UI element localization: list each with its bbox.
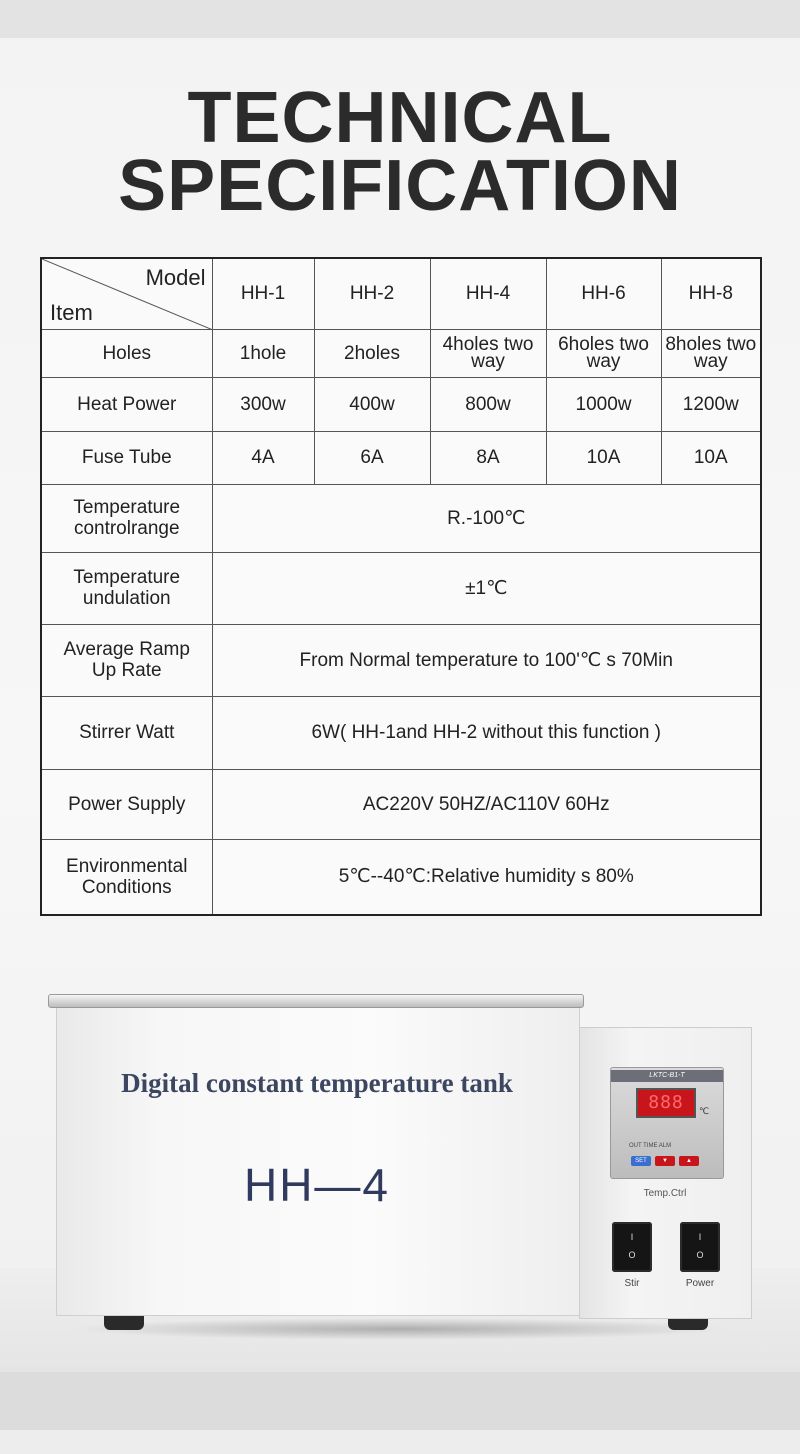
- set-button[interactable]: SET: [631, 1156, 651, 1166]
- stir-label: Stir: [624, 1278, 640, 1289]
- down-button[interactable]: ▼: [655, 1156, 675, 1166]
- floor-edge: [0, 1430, 800, 1454]
- table-row: [41, 839, 761, 915]
- row-label: Stirrer Watt: [41, 696, 212, 769]
- stir-switch[interactable]: [612, 1222, 652, 1272]
- table-cell: 4A: [212, 431, 314, 484]
- table-cell: 400w: [314, 377, 430, 431]
- row-label: Temperature undulation: [41, 552, 212, 624]
- corner-cell: [41, 258, 212, 329]
- table-cell: 6W( HH-1and HH-2 without this function ): [212, 696, 761, 769]
- product-model: HH—4: [243, 1159, 391, 1211]
- corner-item-label: Item: [50, 299, 93, 325]
- table-row: [41, 769, 761, 839]
- controller-buttons: [631, 1156, 703, 1174]
- product-foot: [104, 1314, 144, 1330]
- model-header: HH-6: [546, 258, 661, 329]
- product-shadow: [70, 1318, 730, 1340]
- table-row: [41, 624, 761, 696]
- row-label: Fuse Tube: [41, 431, 212, 484]
- power-switch[interactable]: [680, 1222, 720, 1272]
- switch-on-mark: I: [698, 1232, 702, 1242]
- row-label: Heat Power: [41, 377, 212, 431]
- table-cell: 8A: [430, 431, 546, 484]
- title-line-2: SPECIFICATION: [118, 146, 682, 226]
- table-cell: AC220V 50HZ/AC110V 60Hz: [212, 769, 761, 839]
- spec-table: [40, 257, 762, 916]
- table-row: [41, 377, 761, 431]
- table-cell: 1hole: [212, 329, 314, 377]
- switch-on-mark: I: [630, 1232, 634, 1242]
- table-cell: 10A: [546, 431, 661, 484]
- table-row: [41, 484, 761, 552]
- product-brand-text: Digital constant temperature tank: [121, 1068, 513, 1098]
- table-cell: R.-100℃: [212, 484, 761, 552]
- table-row: [41, 329, 761, 377]
- temperature-controller: [610, 1067, 724, 1179]
- switch-off-mark: O: [696, 1250, 704, 1260]
- row-label: Power Supply: [41, 769, 212, 839]
- table-row: [41, 431, 761, 484]
- model-header: HH-8: [661, 258, 761, 329]
- table-cell: From Normal temperature to 100'℃ s 70Min: [212, 624, 761, 696]
- controller-leds: OUT TIME ALM: [629, 1143, 672, 1149]
- table-cell: 800w: [430, 377, 546, 431]
- table-cell: 6holes two way: [546, 329, 661, 377]
- controller-header: LKTC-B1-T: [611, 1070, 723, 1082]
- table-cell: 5℃--40℃:Relative humidity s 80%: [212, 839, 761, 915]
- model-header: HH-1: [212, 258, 314, 329]
- table-cell: 1000w: [546, 377, 661, 431]
- table-cell: 8holes two way: [661, 329, 761, 377]
- switch-off-mark: O: [628, 1250, 636, 1260]
- controller-display: 888: [636, 1088, 696, 1118]
- table-cell: 10A: [661, 431, 761, 484]
- table-cell: 2holes: [314, 329, 430, 377]
- table-header-row: [41, 258, 761, 329]
- table-cell: ±1℃: [212, 552, 761, 624]
- controller-label: Temp.Ctrl: [643, 1188, 687, 1199]
- model-header: HH-4: [430, 258, 546, 329]
- table-row: [41, 696, 761, 769]
- model-header: HH-2: [314, 258, 430, 329]
- corner-model-label: Model: [145, 265, 206, 290]
- row-label: Temperature controlrange: [41, 484, 212, 552]
- table-cell: 6A: [314, 431, 430, 484]
- row-label: Holes: [41, 329, 212, 377]
- row-label: Average Ramp Up Rate: [41, 624, 212, 696]
- row-label: Environmental Conditions: [41, 839, 212, 915]
- table-row: [41, 552, 761, 624]
- table-cell: 300w: [212, 377, 314, 431]
- tank-lid: [48, 994, 584, 1008]
- table-cell: 1200w: [661, 377, 761, 431]
- up-button[interactable]: ▲: [679, 1156, 699, 1166]
- power-label: Power: [685, 1278, 715, 1289]
- controller-unit: ℃: [699, 1106, 710, 1116]
- table-cell: 4holes two way: [430, 329, 546, 377]
- title-line-1: TECHNICAL: [187, 78, 613, 158]
- top-band: [0, 0, 800, 38]
